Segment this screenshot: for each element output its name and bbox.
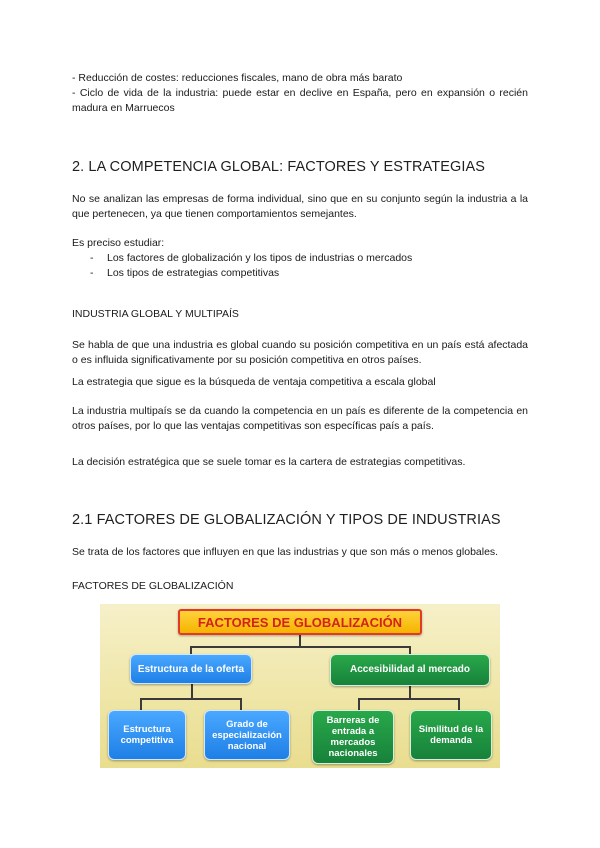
- study-item: - Los factores de globalización y los tipos de industrias o mercados: [72, 251, 412, 266]
- connector-line: [240, 698, 242, 710]
- connector-line: [458, 698, 460, 710]
- demand-similarity-box: Similitud de la demanda: [410, 710, 492, 760]
- section-2-1-paragraph: Se trata de los factores que influyen en que las industrias y que son más o menos globales.: [72, 546, 499, 558]
- study-intro: Es preciso estudiar:: [72, 237, 165, 249]
- intro-line-cost-reduction: - Reducción de costes: reducciones fiscales, mano de obra más barato: [72, 72, 403, 84]
- globalization-factors-subheading: FACTORES DE GLOBALIZACIÓN: [72, 580, 234, 592]
- multicountry-paragraph: La industria multipaís se da cuando la competencia en un país es diferente de la competencia en otros países, por lo que las ventajas competitivas son específicas país a país.: [72, 405, 528, 432]
- connector-line: [140, 698, 142, 710]
- entry-barriers-box: Barreras de entrada a mercados nacionales: [312, 710, 394, 764]
- global-strategy-paragraph: La estrategia que sigue es la búsqueda de ventaja competitiva a escala global: [72, 376, 436, 388]
- connector-line: [409, 646, 411, 654]
- section-2-1-heading: 2.1 FACTORES DE GLOBALIZACIÓN Y TIPOS DE INDUSTRIAS: [72, 512, 501, 528]
- national-specialization-box: Grado de especialización nacional: [204, 710, 290, 760]
- globalization-factors-diagram: [100, 604, 500, 768]
- connector-line: [191, 684, 193, 699]
- connector-line: [409, 684, 411, 699]
- connector-line: [190, 646, 192, 654]
- intro-line-life-cycle: - Ciclo de vida de la industria: puede estar en declive en España, pero en expansión o recién madura en Marruecos: [72, 87, 528, 114]
- connector-line: [140, 698, 242, 700]
- section-2-paragraph: No se analizan las empresas de forma individual, sino que en su conjunto según la industria a la que pertenecen, ya que tienen comportamientos semejantes.: [72, 193, 528, 220]
- connector-line: [358, 698, 460, 700]
- connector-line: [299, 633, 301, 647]
- diagram-title: FACTORES DE GLOBALIZACIÓN: [178, 609, 422, 635]
- section-2-heading: 2. LA COMPETENCIA GLOBAL: FACTORES Y ESTRATEGIAS: [72, 159, 486, 175]
- study-list: [72, 251, 412, 280]
- global-multicountry-subheading: INDUSTRIA GLOBAL Y MULTIPAÍS: [72, 308, 239, 320]
- market-accessibility-box: Accesibilidad al mercado: [330, 654, 490, 686]
- supply-structure-box: Estructura de la oferta: [130, 654, 252, 684]
- multicountry-decision-paragraph: La decisión estratégica que se suele tomar es la cartera de estrategias competitivas.: [72, 456, 466, 468]
- competitive-structure-box: Estructura competitiva: [108, 710, 186, 760]
- connector-line: [358, 698, 360, 710]
- study-item: - Los tipos de estrategias competitivas: [72, 266, 412, 281]
- connector-line: [190, 646, 410, 648]
- global-industry-paragraph: Se habla de que una industria es global cuando su posición competitiva en un país está afectada o es influida significativamente por su posición competitiva en otros países.: [72, 339, 528, 366]
